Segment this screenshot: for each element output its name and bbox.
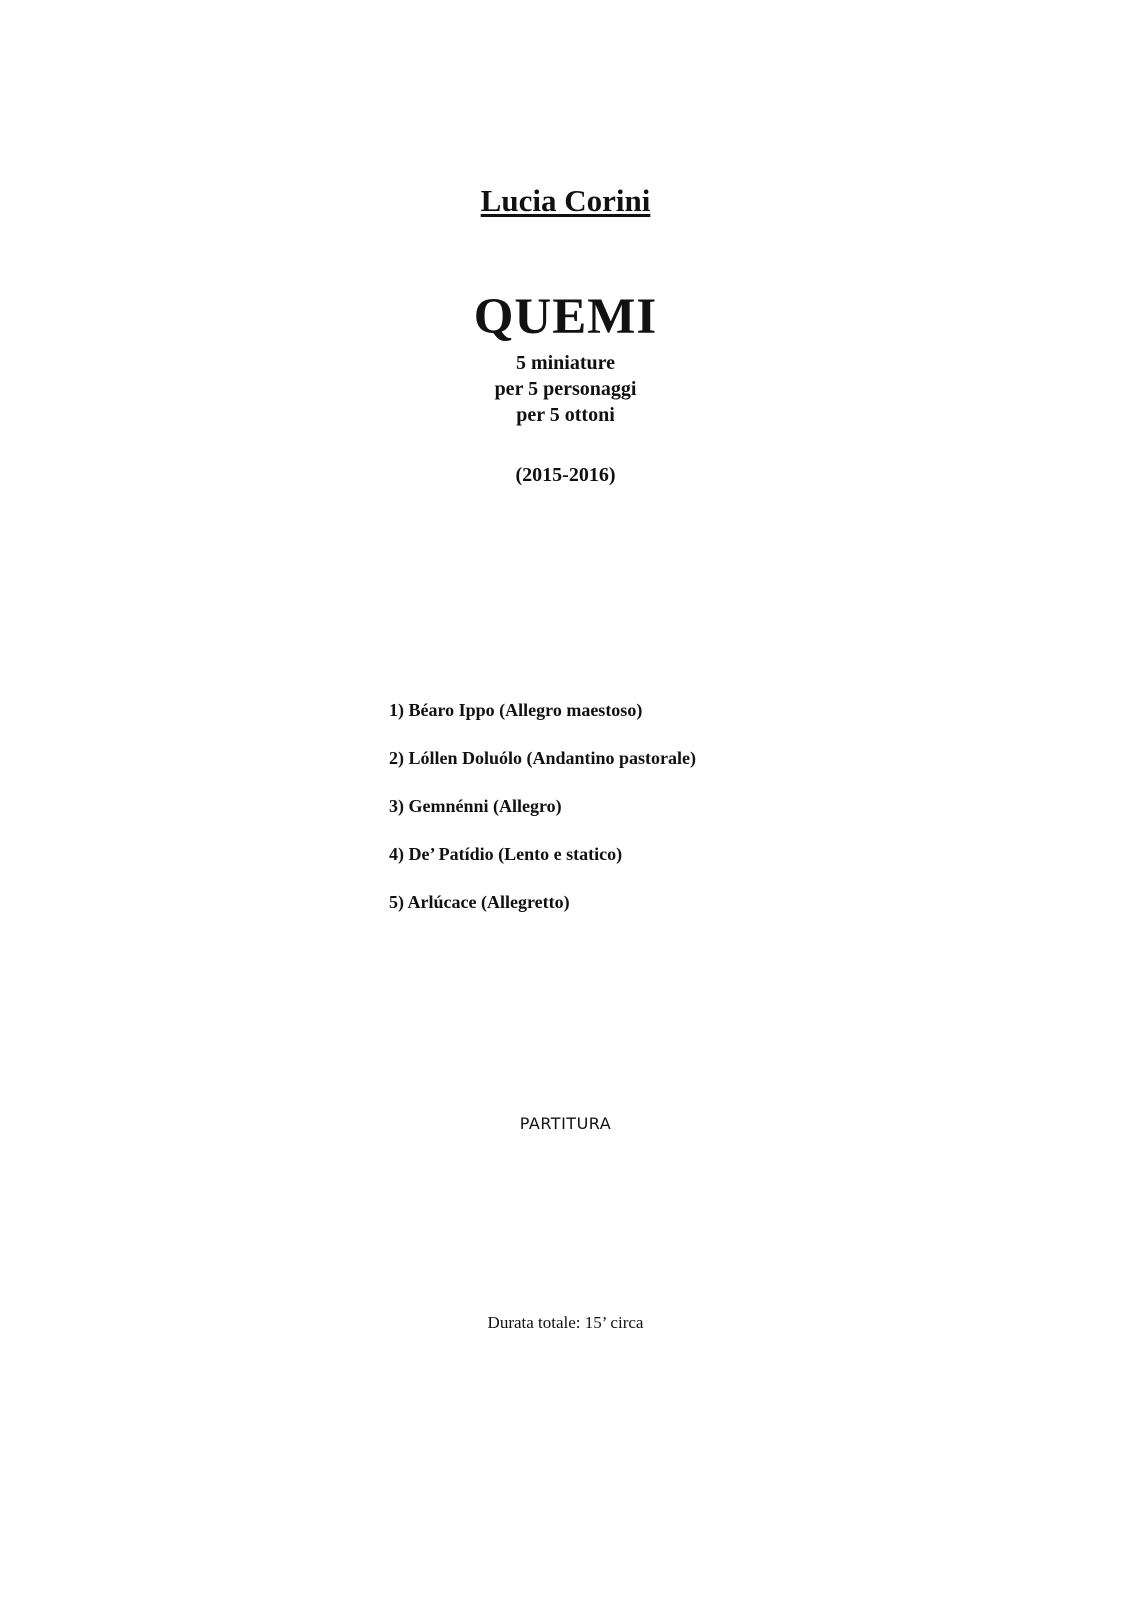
movement-item: 4) De’ Patídio (Lento e statico): [389, 844, 623, 864]
work-subtitle: [0, 350, 1131, 428]
work-title: QUEMI: [473, 289, 658, 345]
composition-years: (2015-2016): [515, 464, 616, 486]
movement-list: [389, 700, 696, 940]
total-duration: Durata totale: 15’ circa: [487, 1313, 644, 1332]
movement-item: 5) Arlúcace (Allegretto): [389, 892, 570, 912]
movement-item: 3) Gemnénni (Allegro): [389, 796, 562, 816]
score-type-label: PARTITURA: [519, 1114, 612, 1133]
subtitle-line: 5 miniature: [515, 352, 616, 374]
composer-name: Lucia Corini: [480, 183, 651, 218]
movement-item: 1) Béaro Ippo (Allegro maestoso): [389, 700, 643, 720]
subtitle-line: per 5 ottoni: [516, 404, 615, 426]
subtitle-line: per 5 personaggi: [494, 378, 637, 400]
movement-item: 2) Lóllen Doluólo (Andantino pastorale): [389, 748, 697, 768]
